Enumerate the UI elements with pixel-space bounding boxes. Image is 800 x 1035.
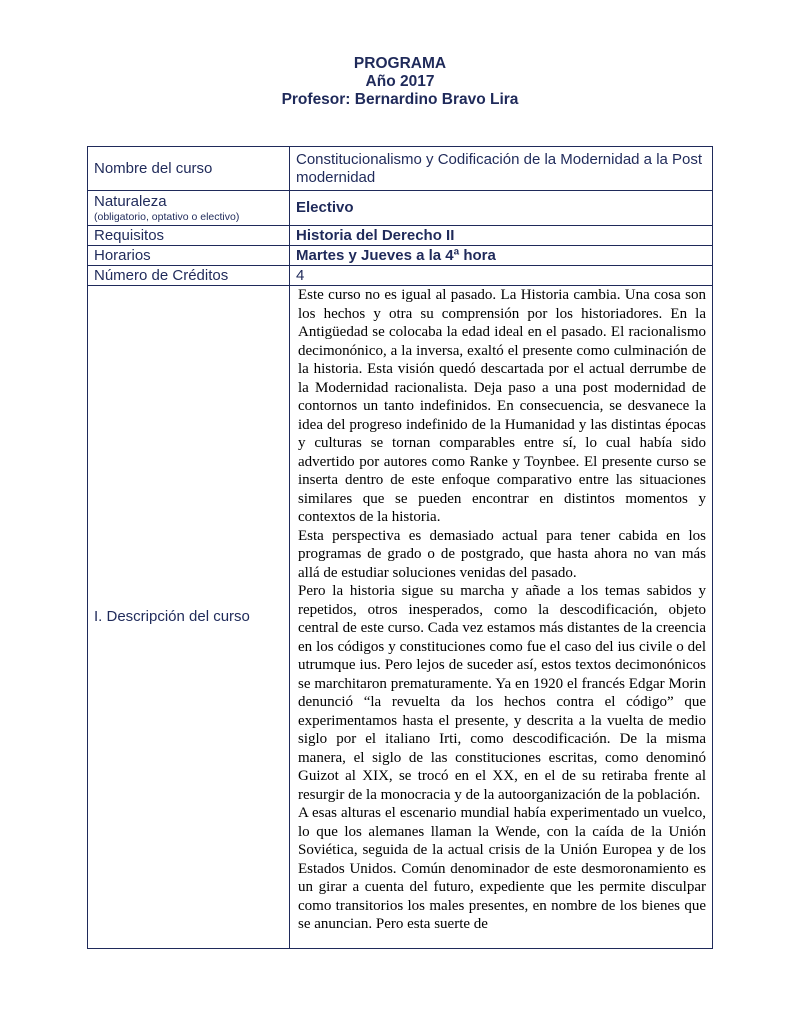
credits-label: Número de Créditos [88,266,290,286]
header-title: PROGRAMA [353,55,447,72]
schedule-label: Horarios [88,246,290,266]
description-paragraph: Pero la historia sigue su marcha y añade a los temas sabidos y repetidos, otros inesperados, como la descodificación, objeto central de este curso. Cada vez estamos más distantes de la creencia en los códigos y constituciones como fue el caso del ius civile o del utrumque ius. Pero lejos de suceder así, estos textos decimonónicos se marchitaron prematuramente. Ya en 1920 el francés Edgar Morin denunció “la revuelta da los hechos contra el código” que experimentamos hasta el presente, y descrita a la vuelta de medio siglo por el italiano Irti, como descodificación. De la misma manera, el siglo de las constituciones escritas, como denominó Guizot al XIX, se trocó en el XX, en el de su retiraba frente al resurgir de la monocracia y de la autoorganización de la población. [298,583,706,803]
document-header [0,55,800,109]
header-professor: Profesor: Bernardino Bravo Lira [281,91,519,108]
nature-sublabel: (obligatorio, optativo o electivo) [94,211,240,223]
program-table [87,146,713,949]
schedule-value: Martes y Jueves a la 4ª hora [290,246,713,266]
description-label: I. Descripción del curso [88,286,290,949]
header-year: Año 2017 [365,73,435,90]
table-row [88,226,713,246]
course-name-label: Nombre del curso [88,147,290,191]
table-row [88,286,713,949]
table-row [88,191,713,226]
description-paragraph: Esta perspectiva es demasiado actual para tener cabida en los programas de grado o de postgrado, que hasta ahora no van más allá de estudiar soluciones venidas del pasado. [298,527,706,581]
course-name-value: Constitucionalismo y Codificación de la Modernidad a la Post modernidad [290,147,713,191]
table-row [88,147,713,191]
nature-value: Electivo [290,191,713,226]
table-row [88,246,713,266]
description-paragraph: Este curso no es igual al pasado. La Historia cambia. Una cosa son los hechos y otra su comprensión por los historiadores. En la Antigüedad se colocaba la edad ideal en el pasado. El racionalismo decimonónico, a la inversa, exaltó el presente como culminación de la historia. Esta visión quedó descartada por el actual derrumbe de la Modernidad racionalista. Deja paso a una post modernidad de contornos un tanto indefinidos. En consecuencia, se desvanece la idea del progreso indefinido de la Humanidad y las distintas épocas y culturas se tornan comparables entre sí, lo cual había sido advertido por autores como Ranke y Toynbee. El presente curso se inserta dentro de este enfoque comparativo entre las situaciones similares que se pueden encontrar en distintos momentos y contextos de la historia. [298,287,706,525]
requirements-value: Historia del Derecho II [290,226,713,246]
credits-value: 4 [290,266,713,286]
requirements-label: Requisitos [88,226,290,246]
description-paragraph: A esas alturas el escenario mundial había experimentado un vuelco, lo que los alemanes llaman la Wende, con la caída de la Unión Soviética, seguida de la actual crisis de la Unión Europea y de los Estados Unidos. Común denominador de este desmoronamiento es un girar a cuenta del futuro, expediente que les permite disculpar como transitorios los males presentes, en nombre de los bienes que se anuncian. Pero esta suerte de [298,805,706,932]
nature-label: Naturaleza (obligatorio, optativo o electivo) [88,191,290,226]
table-row [88,266,713,286]
description-text [290,286,713,949]
